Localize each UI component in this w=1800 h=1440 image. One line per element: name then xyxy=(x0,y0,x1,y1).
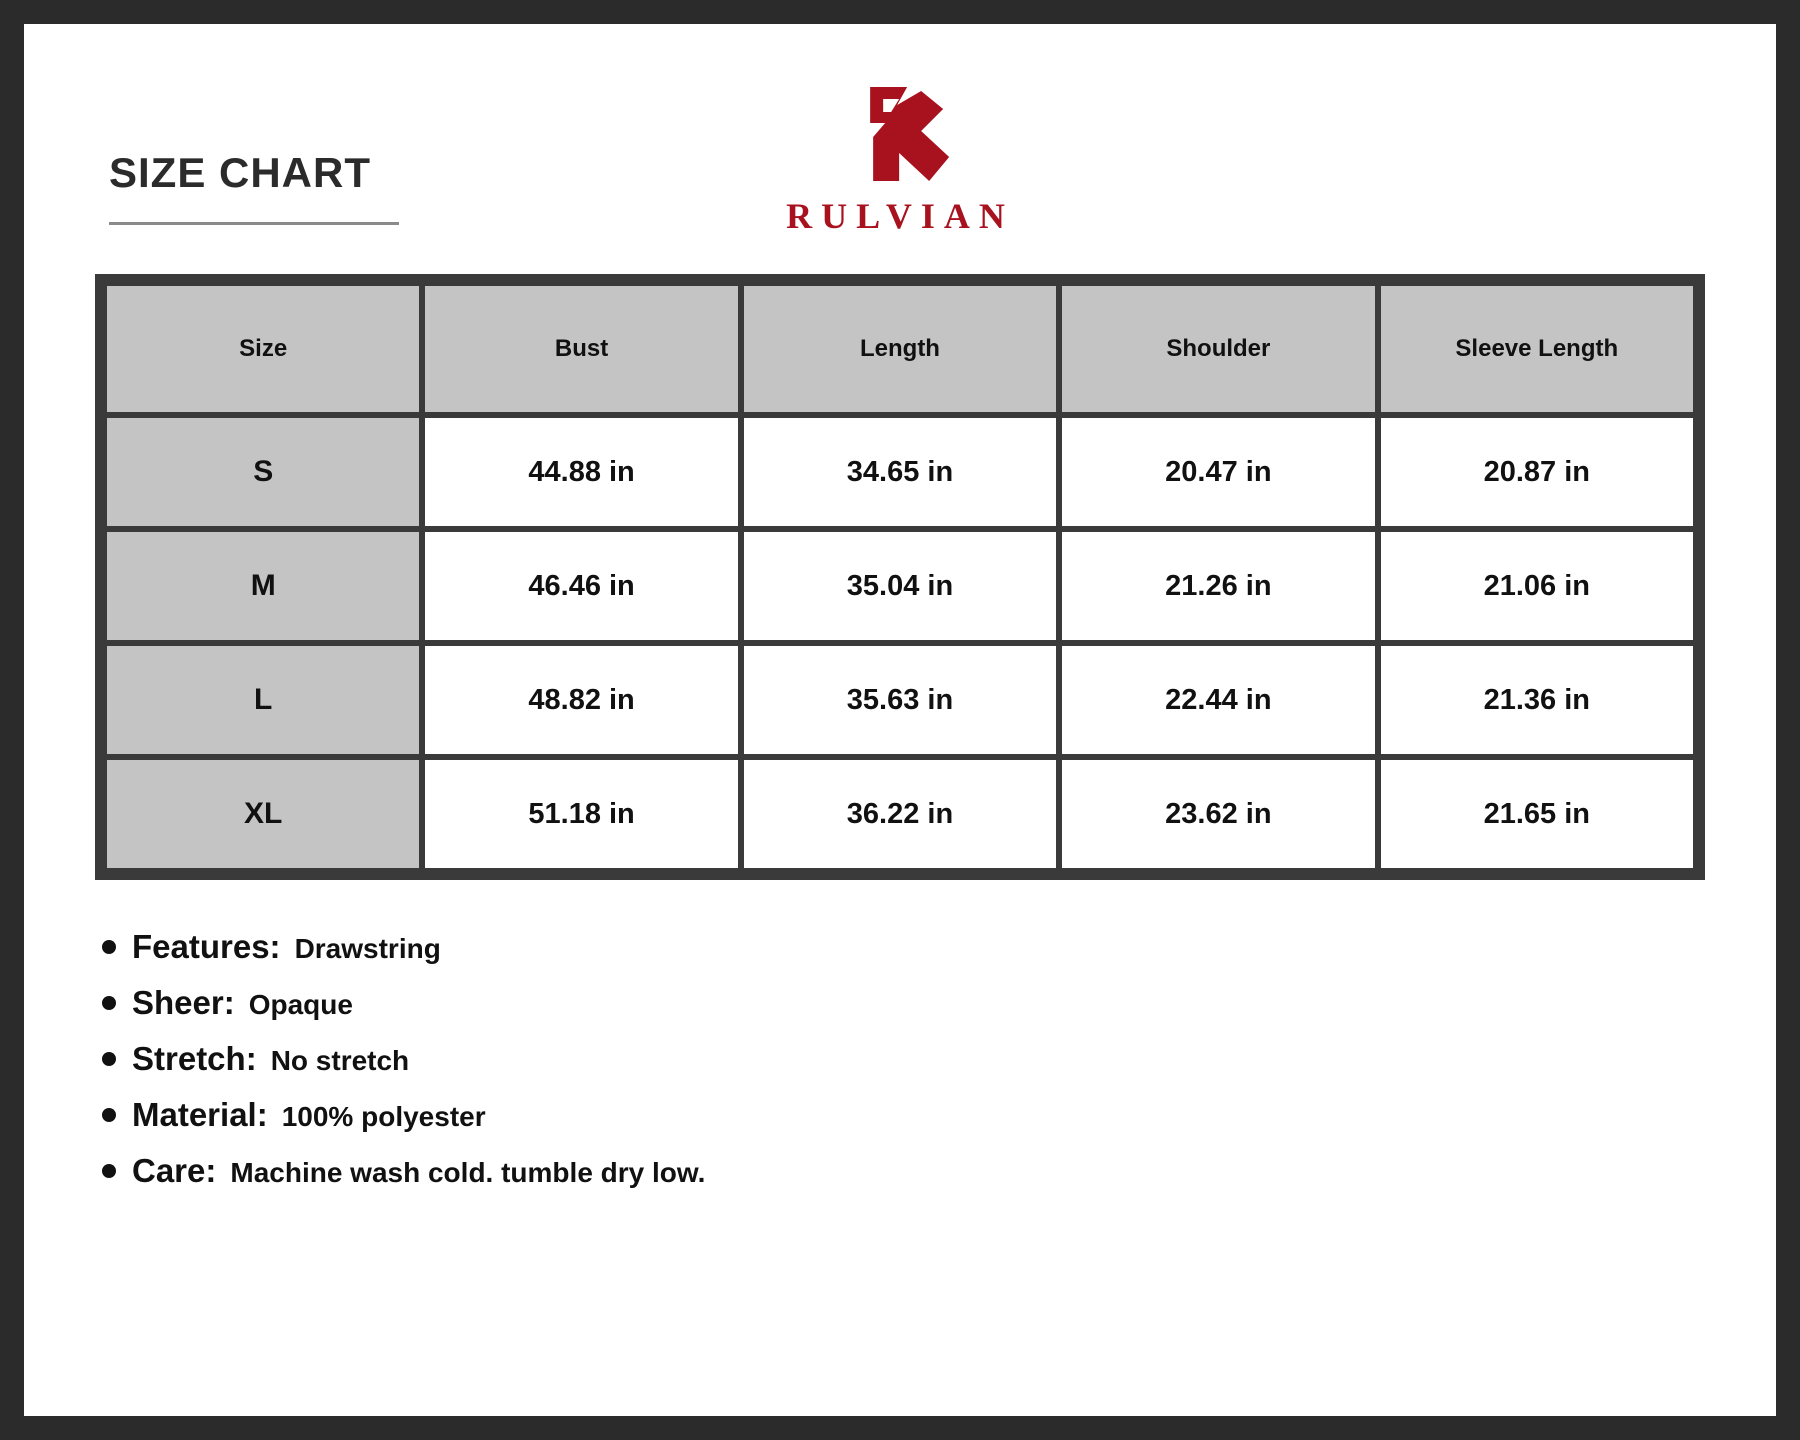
bullet-icon xyxy=(102,940,116,954)
cell-size: S xyxy=(107,418,419,526)
cell-size: XL xyxy=(107,760,419,868)
title-underline xyxy=(109,222,399,225)
size-chart-card xyxy=(20,20,1780,1420)
note-value: Opaque xyxy=(248,989,353,1020)
page-title: SIZE CHART xyxy=(109,149,371,196)
header xyxy=(24,24,1776,274)
note-label: Material: xyxy=(132,1096,268,1133)
column-header-sleeve-length: Sleeve Length xyxy=(1381,286,1693,412)
bullet-icon xyxy=(102,1108,116,1122)
list-item xyxy=(102,1040,1776,1078)
cell-length: 36.22 in xyxy=(744,760,1056,868)
cell-bust: 48.82 in xyxy=(425,646,737,754)
table-head xyxy=(107,286,1693,412)
column-header-length: Length xyxy=(744,286,1056,412)
column-header-size: Size xyxy=(107,286,419,412)
column-header-bust: Bust xyxy=(425,286,737,412)
bullet-icon xyxy=(102,1164,116,1178)
title-block xyxy=(109,149,399,225)
note-value: Machine wash cold. tumble dry low. xyxy=(230,1157,706,1188)
brand-name: RULVIAN xyxy=(786,196,1014,236)
note-label: Features: xyxy=(132,928,281,965)
cell-bust: 46.46 in xyxy=(425,532,737,640)
cell-sleeve-length: 21.65 in xyxy=(1381,760,1693,868)
rulvian-r-logo-icon xyxy=(825,79,975,189)
cell-sleeve-length: 20.87 in xyxy=(1381,418,1693,526)
table-body xyxy=(107,418,1693,868)
note-value: Drawstring xyxy=(294,933,441,964)
list-item xyxy=(102,1152,1776,1190)
list-item xyxy=(102,1096,1776,1134)
size-chart-table xyxy=(95,274,1705,880)
table-header-row xyxy=(107,286,1693,412)
product-notes-list xyxy=(102,928,1776,1190)
cell-shoulder: 22.44 in xyxy=(1062,646,1374,754)
cell-bust: 44.88 in xyxy=(425,418,737,526)
table-row xyxy=(107,646,1693,754)
cell-bust: 51.18 in xyxy=(425,760,737,868)
cell-shoulder: 21.26 in xyxy=(1062,532,1374,640)
cell-shoulder: 23.62 in xyxy=(1062,760,1374,868)
table-row xyxy=(107,760,1693,868)
column-header-shoulder: Shoulder xyxy=(1062,286,1374,412)
cell-length: 35.04 in xyxy=(744,532,1056,640)
brand-lockup xyxy=(786,79,1014,237)
cell-shoulder: 20.47 in xyxy=(1062,418,1374,526)
cell-size: L xyxy=(107,646,419,754)
note-label: Sheer: xyxy=(132,984,235,1021)
note-value: No stretch xyxy=(270,1045,410,1076)
cell-sleeve-length: 21.36 in xyxy=(1381,646,1693,754)
cell-length: 35.63 in xyxy=(744,646,1056,754)
note-label: Care: xyxy=(132,1152,217,1189)
note-label: Stretch: xyxy=(132,1040,257,1077)
table-row xyxy=(107,418,1693,526)
bullet-icon xyxy=(102,1052,116,1066)
list-item xyxy=(102,928,1776,966)
cell-sleeve-length: 21.06 in xyxy=(1381,532,1693,640)
note-value: 100% polyester xyxy=(281,1101,486,1132)
cell-length: 34.65 in xyxy=(744,418,1056,526)
list-item xyxy=(102,984,1776,1022)
table-row xyxy=(107,532,1693,640)
bullet-icon xyxy=(102,996,116,1010)
cell-size: M xyxy=(107,532,419,640)
